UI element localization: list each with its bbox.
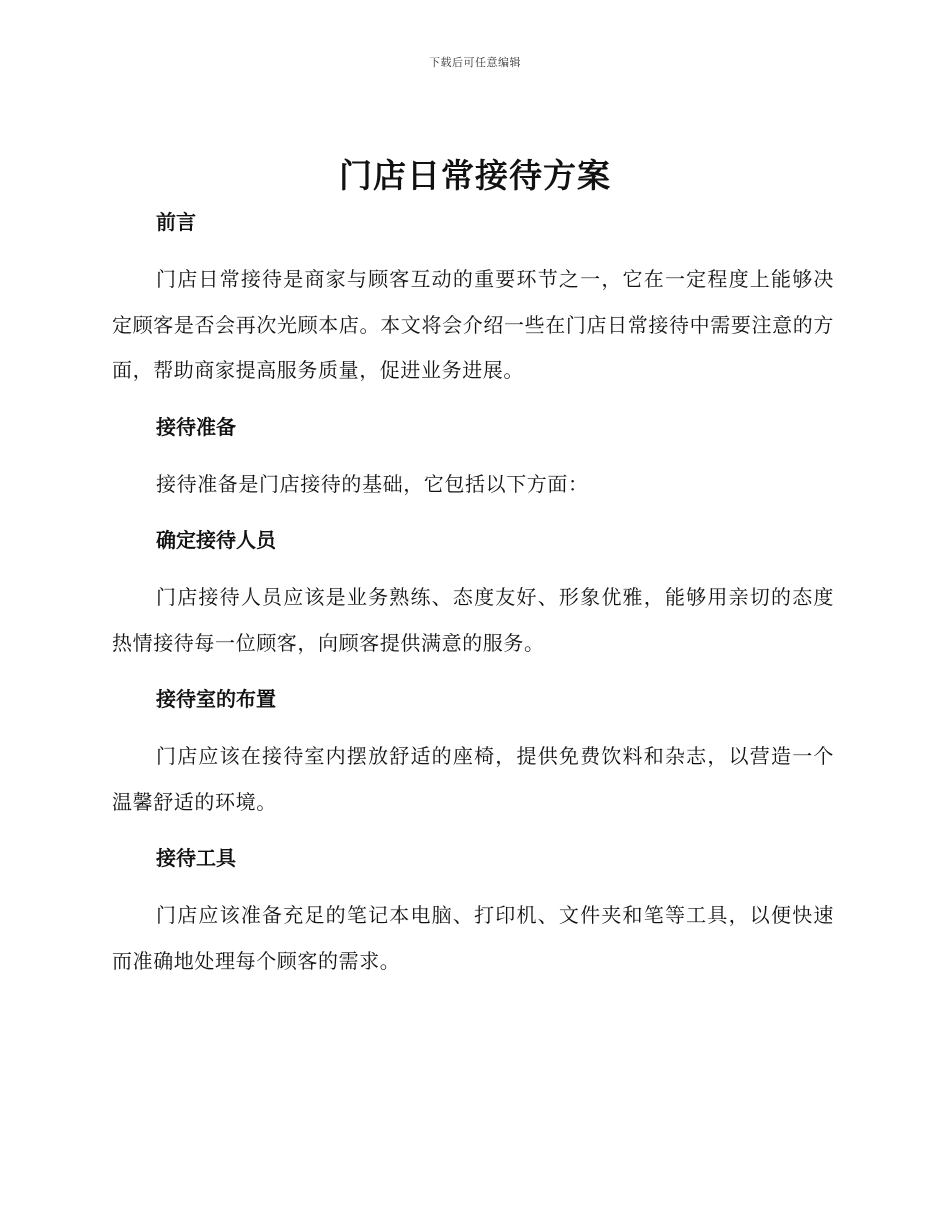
page-header-note: 下载后可任意编辑 [429, 56, 521, 69]
section-heading-room-layout: 接待室的布置 [156, 687, 276, 711]
section-body-staff: 门店接待人员应该是业务熟练、态度友好、形象优雅，能够用亲切的态度热情接待每一位顾客，向顾客提供满意的服务。 [112, 585, 834, 655]
section-heading-tools: 接待工具 [156, 846, 236, 870]
section-heading-staff: 确定接待人员 [156, 528, 276, 552]
section-heading-preface: 前言 [156, 210, 196, 234]
document-title: 门店日常接待方案 [339, 156, 611, 195]
document-body [112, 201, 834, 984]
section-heading-preparation: 接待准备 [156, 414, 236, 439]
section-body-room-layout: 门店应该在接待室内摆放舒适的座椅，提供免费饮料和杂志，以营造一个温馨舒适的环境。 [112, 744, 834, 814]
section-body-tools: 门店应该准备充足的笔记本电脑、打印机、文件夹和笔等工具，以便快速而准确地处理每个顾客的需求。 [112, 903, 834, 973]
section-body-preface: 门店日常接待是商家与顾客互动的重要环节之一，它在一定程度上能够决定顾客是否会再次光顾本店。本文将会介绍一些在门店日常接待中需要注意的方面，帮助商家提高服务质量，促进业务进展。 [112, 267, 834, 382]
section-body-preparation: 接待准备是门店接待的基础，它包括以下方面： [156, 471, 589, 496]
